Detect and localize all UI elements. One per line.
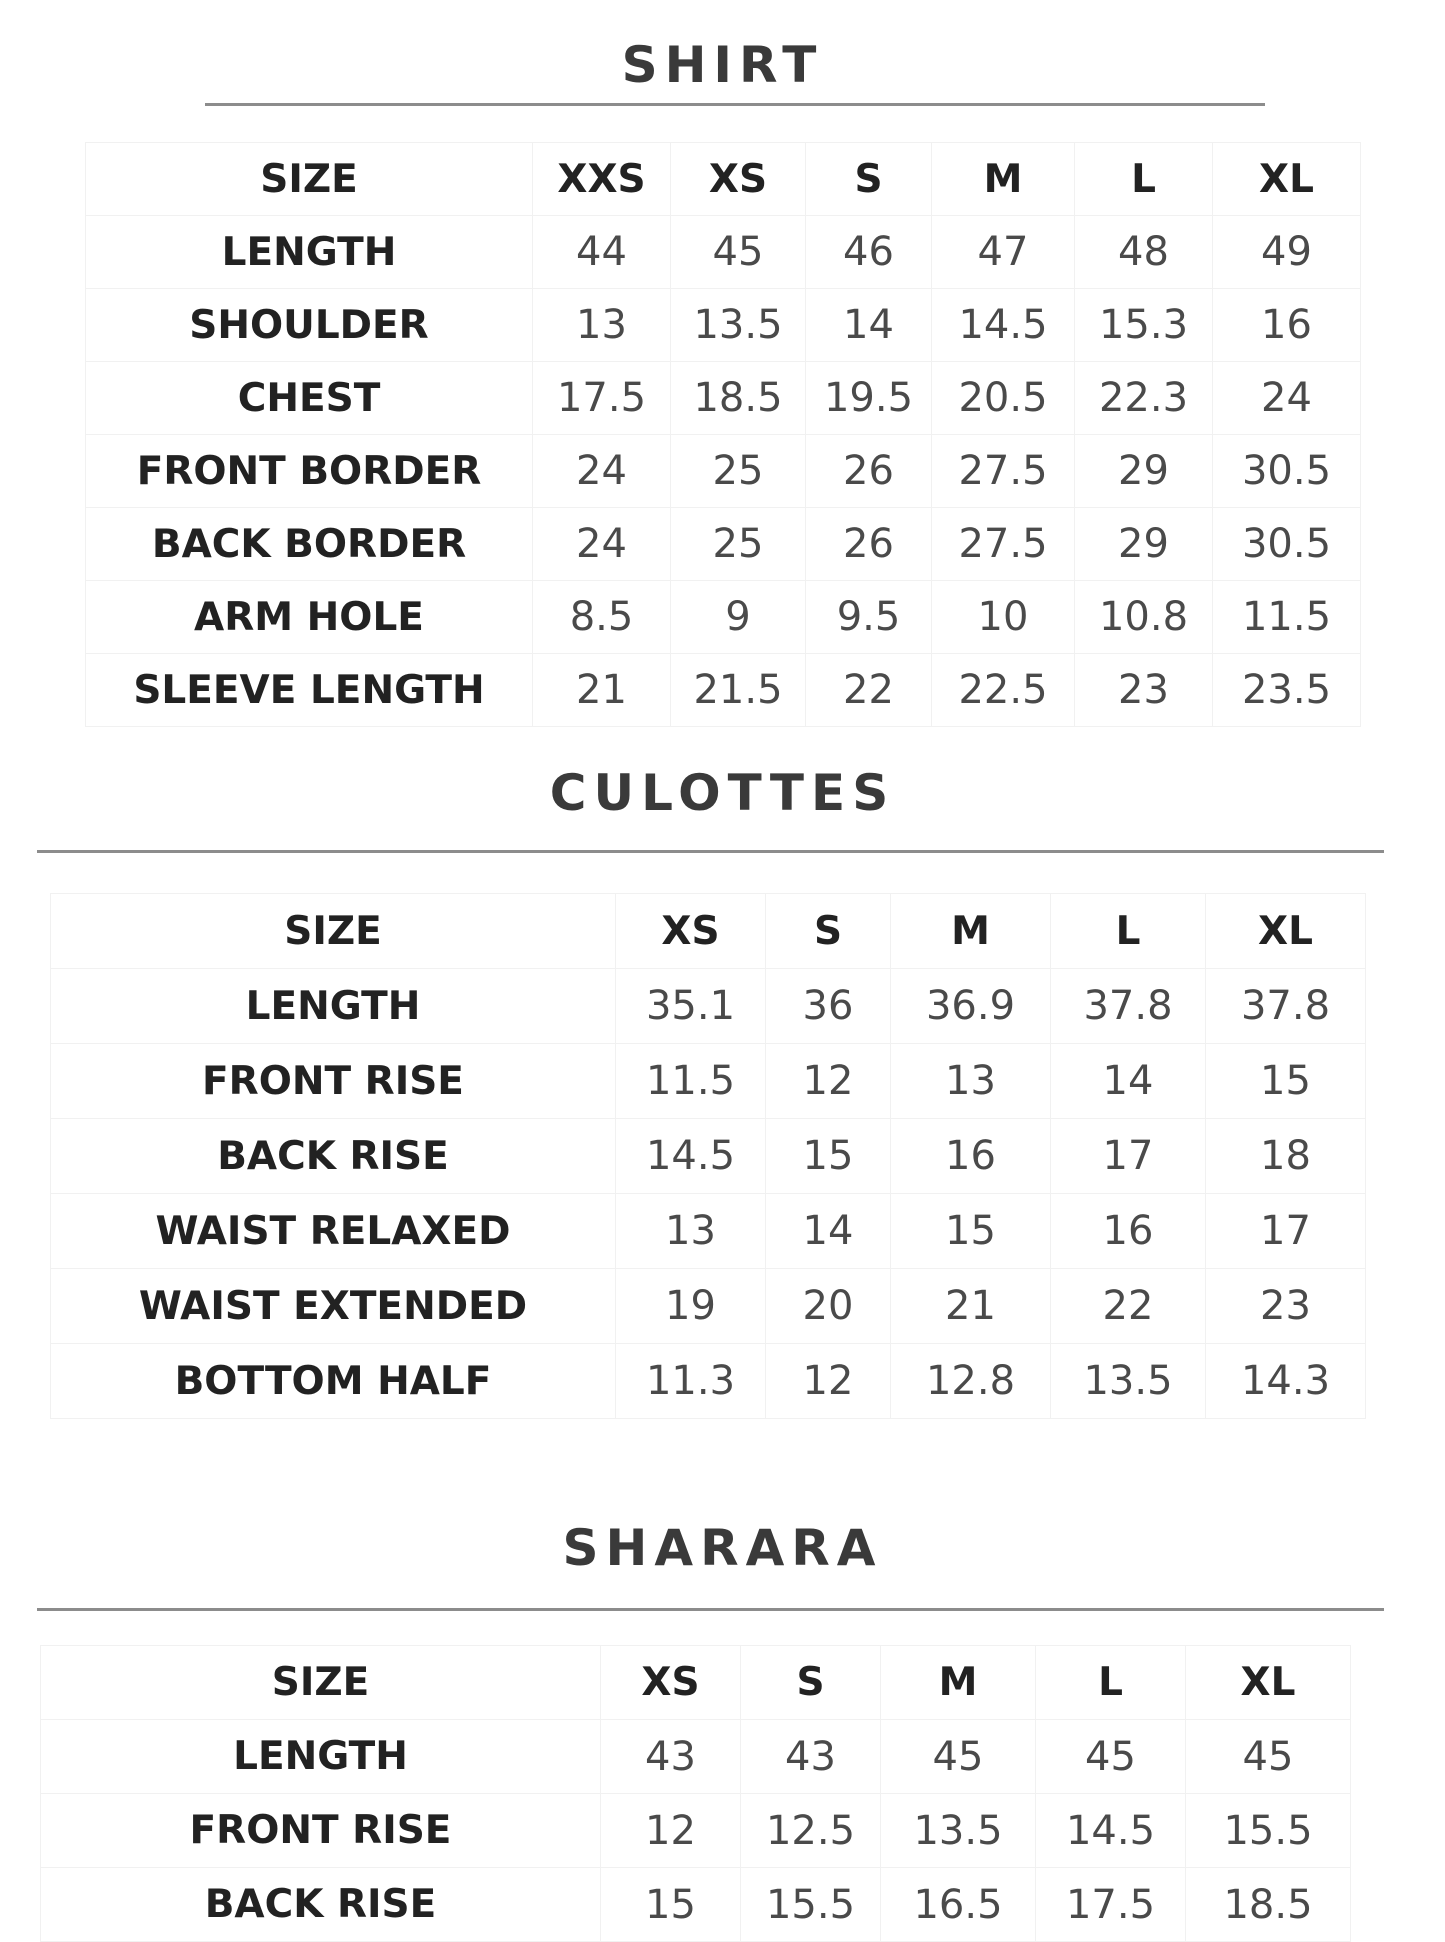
measurement-value: 15.5 <box>741 1868 881 1942</box>
measurement-value: 45 <box>1036 1720 1186 1794</box>
measurement-value: 22.3 <box>1075 362 1213 435</box>
size-header: SIZE <box>51 894 616 969</box>
measurement-value: 37.8 <box>1206 969 1366 1044</box>
measurement-label: BACK BORDER <box>86 508 533 581</box>
size-column-header: XL <box>1206 894 1366 969</box>
measurement-value: 22.5 <box>932 654 1075 727</box>
measurement-value: 49 <box>1213 216 1361 289</box>
size-header: SIZE <box>86 143 533 216</box>
measurement-value: 15 <box>766 1119 891 1194</box>
measurement-value: 30.5 <box>1213 508 1361 581</box>
measurement-value: 15.5 <box>1186 1794 1351 1868</box>
measurement-value: 35.1 <box>616 969 766 1044</box>
measurement-value: 12 <box>766 1344 891 1419</box>
measurement-label: BACK RISE <box>51 1119 616 1194</box>
measurement-value: 15.3 <box>1075 289 1213 362</box>
measurement-value: 17.5 <box>533 362 671 435</box>
measurement-value: 17.5 <box>1036 1868 1186 1942</box>
section-title: SHARARA <box>562 1519 883 1577</box>
table-row <box>41 1868 1351 1942</box>
measurement-value: 23 <box>1075 654 1213 727</box>
section-title: CULOTTES <box>549 764 896 822</box>
measurement-label: FRONT RISE <box>41 1794 601 1868</box>
measurement-label: SLEEVE LENGTH <box>86 654 533 727</box>
measurement-label: BOTTOM HALF <box>51 1344 616 1419</box>
section-divider <box>37 1608 1384 1611</box>
measurement-value: 11.3 <box>616 1344 766 1419</box>
table-row <box>41 1794 1351 1868</box>
measurement-value: 14 <box>806 289 932 362</box>
measurement-value: 14 <box>1051 1044 1206 1119</box>
measurement-value: 43 <box>741 1720 881 1794</box>
measurement-value: 11.5 <box>1213 581 1361 654</box>
measurement-value: 29 <box>1075 508 1213 581</box>
measurement-value: 16 <box>1051 1194 1206 1269</box>
measurement-value: 25 <box>671 508 806 581</box>
measurement-value: 21 <box>533 654 671 727</box>
measurement-value: 11.5 <box>616 1044 766 1119</box>
measurement-value: 19 <box>616 1269 766 1344</box>
measurement-value: 18 <box>1206 1119 1366 1194</box>
measurement-value: 14.5 <box>932 289 1075 362</box>
size-column-header: M <box>891 894 1051 969</box>
measurement-label: ARM HOLE <box>86 581 533 654</box>
measurement-value: 15 <box>601 1868 741 1942</box>
size-column-header: S <box>806 143 932 216</box>
measurement-value: 17 <box>1051 1119 1206 1194</box>
measurement-value: 21.5 <box>671 654 806 727</box>
measurement-value: 16 <box>1213 289 1361 362</box>
measurement-value: 26 <box>806 508 932 581</box>
measurement-value: 21 <box>891 1269 1051 1344</box>
measurement-value: 36 <box>766 969 891 1044</box>
measurement-value: 13.5 <box>1051 1344 1206 1419</box>
size-column-header: S <box>766 894 891 969</box>
measurement-value: 20.5 <box>932 362 1075 435</box>
measurement-value: 18.5 <box>671 362 806 435</box>
measurement-value: 14 <box>766 1194 891 1269</box>
measurement-value: 25 <box>671 435 806 508</box>
measurement-label: FRONT RISE <box>51 1044 616 1119</box>
measurement-value: 16.5 <box>881 1868 1036 1942</box>
measurement-value: 14.5 <box>616 1119 766 1194</box>
measurement-value: 24 <box>533 508 671 581</box>
size-column-header: XL <box>1186 1646 1351 1720</box>
measurement-value: 27.5 <box>932 508 1075 581</box>
measurement-value: 13 <box>616 1194 766 1269</box>
measurement-value: 22 <box>1051 1269 1206 1344</box>
measurement-value: 37.8 <box>1051 969 1206 1044</box>
measurement-label: FRONT BORDER <box>86 435 533 508</box>
measurement-value: 23.5 <box>1213 654 1361 727</box>
measurement-value: 12.8 <box>891 1344 1051 1419</box>
section-title: SHIRT <box>621 36 824 94</box>
measurement-value: 10 <box>932 581 1075 654</box>
size-table <box>40 1645 1351 1942</box>
measurement-label: BACK RISE <box>41 1868 601 1942</box>
measurement-value: 43 <box>601 1720 741 1794</box>
measurement-value: 19.5 <box>806 362 932 435</box>
size-column-header: M <box>932 143 1075 216</box>
measurement-value: 13 <box>533 289 671 362</box>
measurement-label: SHOULDER <box>86 289 533 362</box>
measurement-value: 17 <box>1206 1194 1366 1269</box>
measurement-value: 14.3 <box>1206 1344 1366 1419</box>
measurement-label: WAIST EXTENDED <box>51 1269 616 1344</box>
measurement-value: 36.9 <box>891 969 1051 1044</box>
measurement-value: 48 <box>1075 216 1213 289</box>
size-column-header: M <box>881 1646 1036 1720</box>
measurement-value: 9.5 <box>806 581 932 654</box>
measurement-value: 14.5 <box>1036 1794 1186 1868</box>
header-row <box>41 1646 1351 1720</box>
measurement-value: 24 <box>1213 362 1361 435</box>
measurement-value: 27.5 <box>932 435 1075 508</box>
measurement-value: 15 <box>891 1194 1051 1269</box>
size-column-header: XS <box>671 143 806 216</box>
measurement-value: 44 <box>533 216 671 289</box>
measurement-label: LENGTH <box>41 1720 601 1794</box>
measurement-value: 13 <box>891 1044 1051 1119</box>
measurement-value: 45 <box>881 1720 1036 1794</box>
measurement-value: 12 <box>766 1044 891 1119</box>
measurement-value: 16 <box>891 1119 1051 1194</box>
size-column-header: L <box>1075 143 1213 216</box>
size-header: SIZE <box>41 1646 601 1720</box>
measurement-label: CHEST <box>86 362 533 435</box>
measurement-value: 22 <box>806 654 932 727</box>
measurement-value: 23 <box>1206 1269 1366 1344</box>
measurement-value: 24 <box>533 435 671 508</box>
measurement-value: 13.5 <box>881 1794 1036 1868</box>
measurement-value: 47 <box>932 216 1075 289</box>
size-column-header: XL <box>1213 143 1361 216</box>
measurement-label: WAIST RELAXED <box>51 1194 616 1269</box>
measurement-value: 8.5 <box>533 581 671 654</box>
size-column-header: XS <box>601 1646 741 1720</box>
size-column-header: L <box>1036 1646 1186 1720</box>
measurement-value: 12 <box>601 1794 741 1868</box>
measurement-value: 30.5 <box>1213 435 1361 508</box>
measurement-value: 18.5 <box>1186 1868 1351 1942</box>
measurement-label: LENGTH <box>51 969 616 1044</box>
measurement-value: 45 <box>671 216 806 289</box>
size-column-header: XS <box>616 894 766 969</box>
table-row <box>41 1720 1351 1794</box>
measurement-value: 13.5 <box>671 289 806 362</box>
size-column-header: XXS <box>533 143 671 216</box>
measurement-value: 9 <box>671 581 806 654</box>
measurement-value: 10.8 <box>1075 581 1213 654</box>
measurement-value: 12.5 <box>741 1794 881 1868</box>
measurement-value: 26 <box>806 435 932 508</box>
measurement-value: 45 <box>1186 1720 1351 1794</box>
measurement-label: LENGTH <box>86 216 533 289</box>
measurement-value: 29 <box>1075 435 1213 508</box>
measurement-value: 46 <box>806 216 932 289</box>
measurement-value: 15 <box>1206 1044 1366 1119</box>
measurement-value: 20 <box>766 1269 891 1344</box>
size-column-header: L <box>1051 894 1206 969</box>
size-column-header: S <box>741 1646 881 1720</box>
